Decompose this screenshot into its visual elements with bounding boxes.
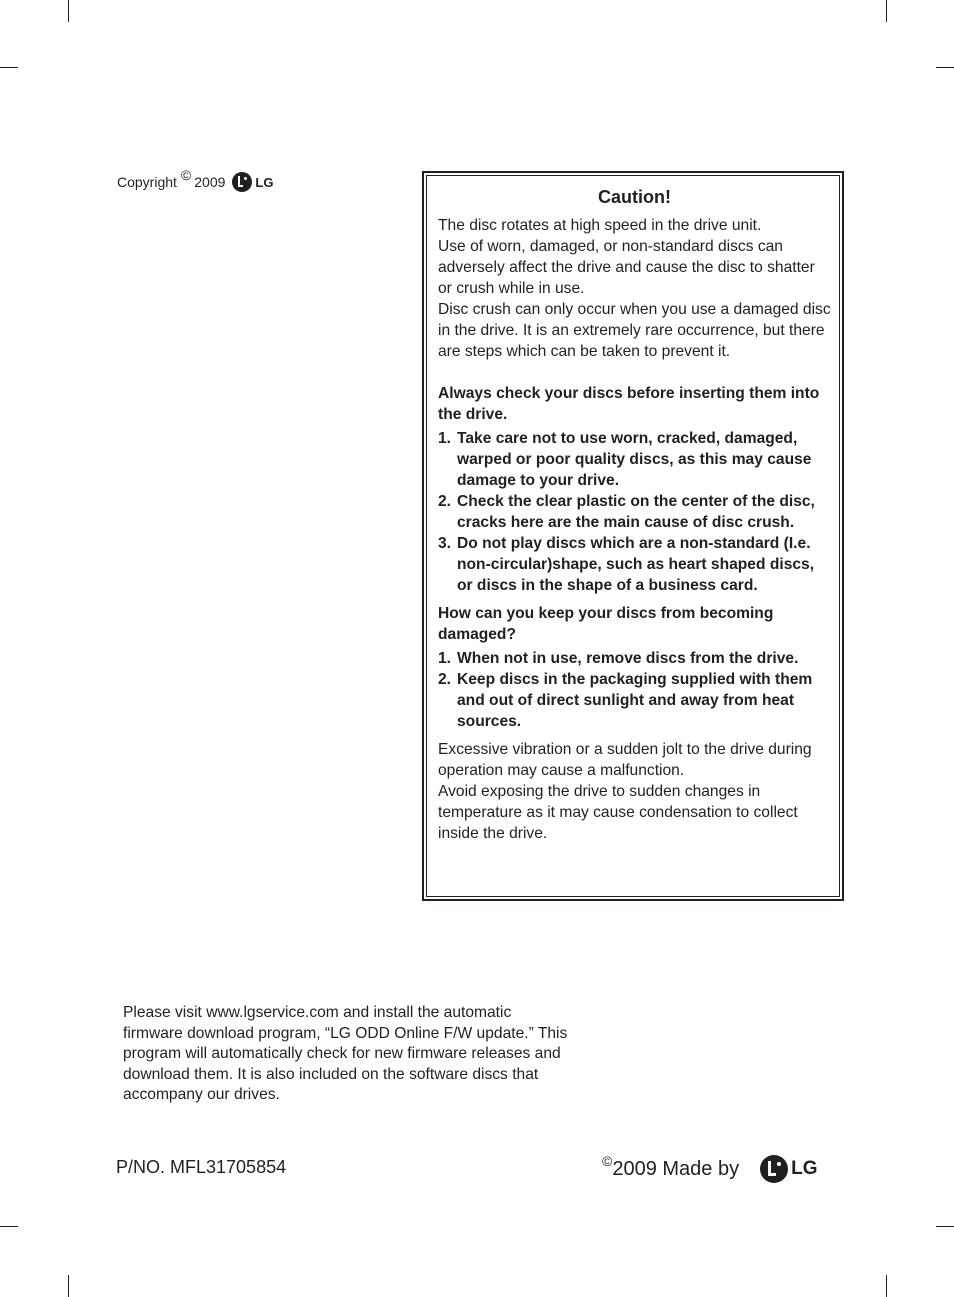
check-item: 1. Take care not to use worn, cracked, damaged, warped or poor quality discs, as this may cause damage to your drive. (438, 430, 812, 489)
crop-mark (68, 1275, 69, 1297)
keep-heading: How can you keep your discs from becoming damaged? (438, 605, 774, 643)
crop-mark (886, 0, 887, 22)
caution-intro-3: Disc crush can only occur when you use a damaged disc in the drive. It is an extremely rare occurrence, but there are steps which can be taken to prevent it. (438, 301, 831, 360)
copyright-symbol: © (602, 1153, 613, 1169)
crop-mark (68, 0, 69, 22)
caution-outro (438, 739, 831, 844)
lg-logo-text: LG (255, 174, 274, 190)
check-item: 2. Check the clear plastic on the center of the disc, cracks here are the main cause of disc crush. (438, 493, 815, 531)
lg-logo (760, 1155, 817, 1183)
check-item: 3. Do not play discs which are a non-standard (I.e. non-circular)shape, such as heart shaped discs, or discs in the shape of a business card. (438, 535, 815, 594)
caution-outro-2: Avoid exposing the drive to sudden changes in temperature as it may cause condensation to collect inside the drive. (438, 783, 798, 842)
lg-logo (232, 172, 273, 192)
caution-box (422, 171, 844, 901)
keep-item: 1. When not in use, remove discs from the drive. (438, 650, 799, 667)
keep-item: 2. Keep discs in the packaging supplied with them and out of direct sunlight and away from heat sources. (438, 671, 813, 730)
caution-intro-2: Use of worn, damaged, or non-standard discs can adversely affect the drive and cause the disc to shatter or crush while in use. (438, 238, 815, 297)
crop-mark (0, 1226, 18, 1227)
copyright-line (117, 167, 274, 192)
caution-intro-1: The disc rotates at high speed in the drive unit. (438, 217, 762, 234)
copyright-label: Copyright (117, 174, 177, 190)
lg-face-icon (760, 1155, 788, 1183)
crop-mark (886, 1275, 887, 1297)
copyright-year: 2009 (194, 174, 226, 190)
lg-face-icon (232, 172, 252, 192)
lg-logo-text: LG (791, 1158, 818, 1179)
made-by-text: 2009 Made by (612, 1157, 740, 1180)
check-list (438, 428, 831, 596)
crop-mark (936, 1226, 954, 1227)
caution-title: Caution! (598, 187, 671, 207)
part-number: P/NO. MFL31705854 (116, 1157, 287, 1177)
crop-mark (0, 67, 18, 68)
check-heading: Always check your discs before inserting them into the drive. (438, 385, 820, 423)
copyright-symbol: © (180, 167, 192, 183)
keep-list (438, 648, 831, 732)
caution-outro-1: Excessive vibration or a sudden jolt to the drive during operation may cause a malfunction. (438, 741, 812, 779)
caution-inner (426, 175, 840, 897)
crop-mark (936, 67, 954, 68)
made-by-line (602, 1155, 817, 1183)
firmware-notice: Please visit www.lgservice.com and install the automatic firmware download program, “LG ODD Online F/W update.” This program will automatically check for new firmware releases and download them. It is also included on the software discs that accompany our drives. (123, 1004, 568, 1103)
